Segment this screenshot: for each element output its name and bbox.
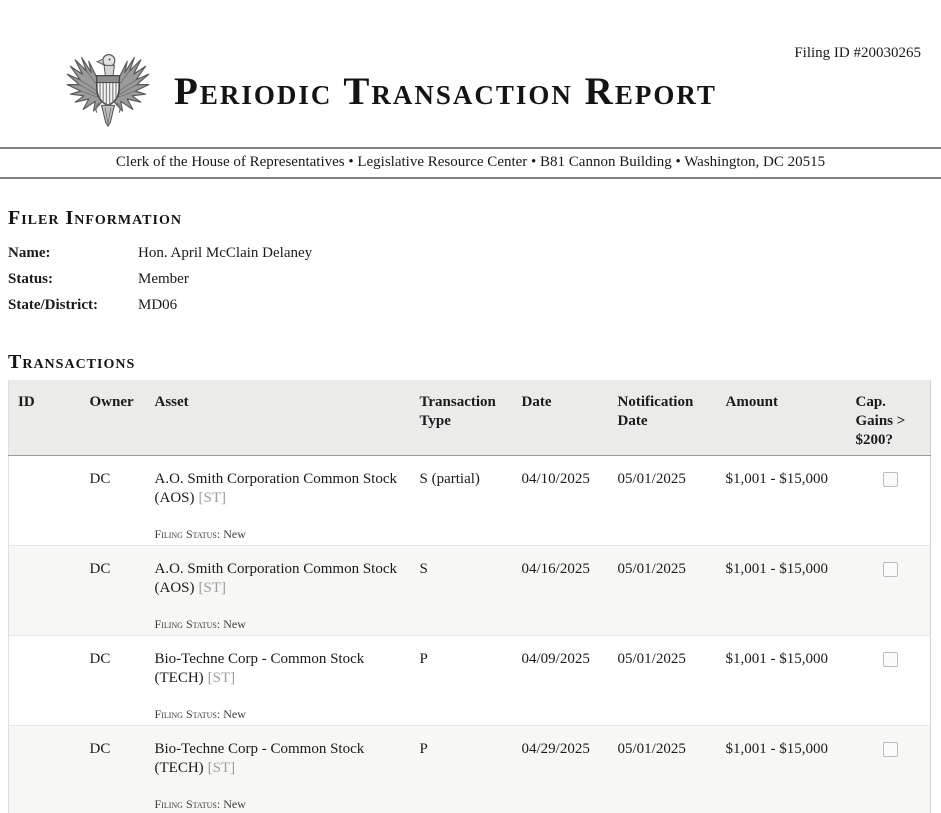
cap-gains-checkbox[interactable] xyxy=(883,652,898,667)
asset-type-tag: [ST] xyxy=(198,489,226,506)
filer-state-district-label: State/District: xyxy=(8,297,98,313)
cell-owner: DC xyxy=(81,545,146,635)
filing-status-label: Filing Status: xyxy=(154,616,221,631)
column-header-transaction-type: Transaction Type xyxy=(411,380,513,455)
asset-name: Bio-Techne Corp - Common Stock (TECH) xyxy=(154,650,365,686)
cell-cap-gains xyxy=(847,635,931,725)
column-header-asset: Asset xyxy=(146,380,411,455)
cell-asset xyxy=(146,725,411,813)
cell-id xyxy=(9,635,81,725)
filing-id: Filing ID #20030265 xyxy=(794,45,921,61)
transactions-table-body xyxy=(9,455,931,813)
transaction-row xyxy=(9,545,931,635)
filing-status-value: New xyxy=(223,616,246,631)
cell-notification-date: 05/01/2025 xyxy=(617,470,686,487)
cell-amount: $1,001 - $15,000 xyxy=(717,725,847,813)
filer-name-label: Name: xyxy=(8,245,51,261)
table-header-row xyxy=(9,380,931,455)
filer-field-name xyxy=(8,240,941,266)
cell-owner: DC xyxy=(89,470,111,487)
asset-type-tag: [ST] xyxy=(207,669,236,686)
filing-status-line xyxy=(155,705,406,724)
column-header-id: ID xyxy=(9,380,81,455)
filing-status-value: New xyxy=(223,526,246,541)
asset-name: Bio-Techne Corp - Common Stock (TECH) xyxy=(154,740,365,776)
column-header-notification-date: Notification Date xyxy=(609,380,717,455)
transactions-heading: Transactions xyxy=(8,351,136,373)
filer-information-section xyxy=(0,207,941,318)
cell-id xyxy=(9,545,81,635)
cell-transaction-type: S (partial) xyxy=(419,470,480,487)
cap-gains-checkbox[interactable] xyxy=(883,742,898,757)
filing-status-line xyxy=(155,795,406,813)
transactions-section xyxy=(0,351,941,374)
cell-cap-gains xyxy=(847,545,931,635)
filer-status-label: Status: xyxy=(8,271,54,287)
cell-asset xyxy=(146,545,411,635)
filer-name-value: Hon. April McClain Delaney xyxy=(138,245,313,261)
cell-notification-date: 05/01/2025 xyxy=(609,545,717,635)
cell-amount: $1,001 - $15,000 xyxy=(717,545,847,635)
cell-cap-gains xyxy=(847,455,931,545)
filing-status-line xyxy=(155,615,406,634)
filing-status-label: Filing Status: xyxy=(154,706,221,721)
filing-status-line xyxy=(155,525,406,544)
cell-date: 04/10/2025 xyxy=(521,470,590,487)
filer-field-state-district xyxy=(8,292,941,318)
page-title: Periodic Transaction Report xyxy=(174,69,717,113)
filing-status-label: Filing Status: xyxy=(154,796,221,811)
filing-status-value: New xyxy=(223,706,246,721)
cell-transaction-type: P xyxy=(411,725,513,813)
asset-type-tag: [ST] xyxy=(207,759,236,776)
cap-gains-checkbox[interactable] xyxy=(883,562,898,577)
cell-notification-date: 05/01/2025 xyxy=(609,725,717,813)
asset-type-tag: [ST] xyxy=(198,579,226,596)
column-header-cap-gains: Cap. Gains > $200? xyxy=(847,380,931,455)
cell-date: 04/16/2025 xyxy=(513,545,609,635)
filer-field-status xyxy=(8,266,941,292)
cell-transaction-type: P xyxy=(411,635,513,725)
filer-information-heading: Filer Information xyxy=(8,207,182,229)
bottom-divider xyxy=(0,177,941,179)
clerk-address-line: Clerk of the House of Representatives • Legislative Resource Center • B81 Cannon Building • Washington, DC 20515 xyxy=(115,154,826,170)
asset-name: A.O. Smith Corporation Common Stock (AOS) xyxy=(154,560,398,596)
filing-status-value: New xyxy=(223,796,246,811)
cell-transaction-type: S xyxy=(411,545,513,635)
cell-amount: $1,001 - $15,000 xyxy=(717,635,847,725)
transaction-row xyxy=(9,635,931,725)
asset-name: A.O. Smith Corporation Common Stock (AOS) xyxy=(154,470,398,506)
filing-status-label: Filing Status: xyxy=(154,526,221,541)
cell-asset xyxy=(146,455,411,545)
column-header-owner: Owner xyxy=(81,380,146,455)
filer-state-district-value: MD06 xyxy=(138,297,178,313)
house-eagle-logo-icon xyxy=(60,45,156,137)
column-header-date: Date xyxy=(513,380,609,455)
cell-asset xyxy=(146,635,411,725)
cell-notification-date: 05/01/2025 xyxy=(609,635,717,725)
filer-status-value: Member xyxy=(138,271,189,287)
transaction-row xyxy=(9,455,931,545)
cell-id xyxy=(9,455,81,545)
cell-cap-gains xyxy=(847,725,931,813)
cell-amount: $1,001 - $15,000 xyxy=(725,470,828,487)
cell-id xyxy=(9,725,81,813)
cap-gains-checkbox[interactable] xyxy=(883,472,898,487)
transactions-table xyxy=(8,380,931,813)
cell-date: 04/29/2025 xyxy=(513,725,609,813)
transaction-row xyxy=(9,725,931,813)
cell-owner: DC xyxy=(81,725,146,813)
cell-owner: DC xyxy=(81,635,146,725)
column-header-amount: Amount xyxy=(717,380,847,455)
cell-date: 04/09/2025 xyxy=(513,635,609,725)
